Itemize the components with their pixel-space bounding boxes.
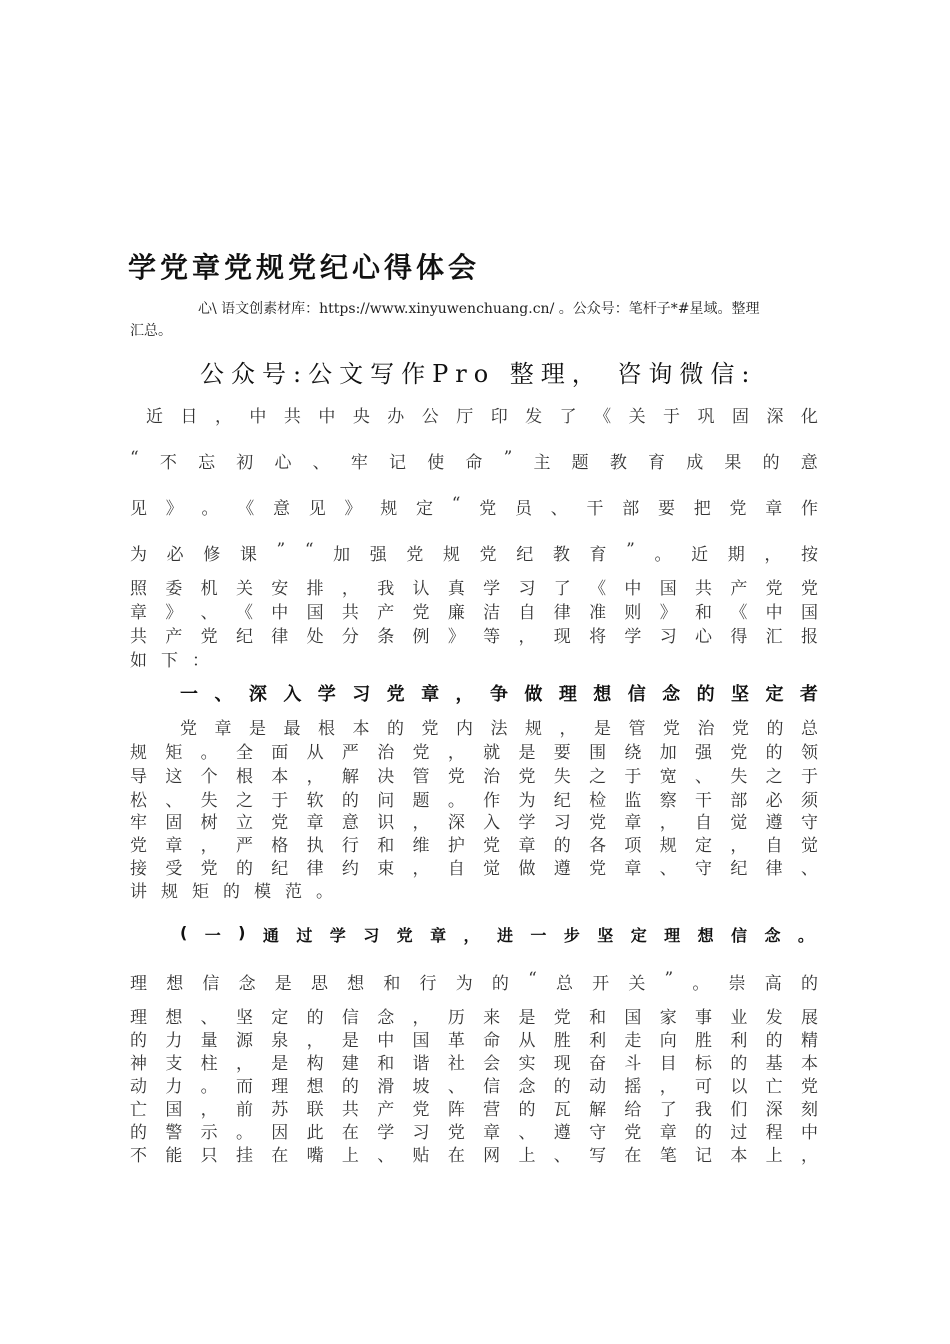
text-line: 章 》 、 《 中 国 共 产 党 廉 洁 自 律 准 则 》 和 《 中 国 (130, 603, 818, 623)
promo-line: 公众号:公文写作Pro 整理， 咨询微信: (200, 360, 757, 388)
text-line: 党 章 是 最 根 本 的 党 内 法 规 ， 是 管 党 治 党 的 总 (180, 719, 818, 739)
text-line: 松 、 失 之 于 软 的 问 题 。 作 为 纪 检 监 察 干 部 必 须 (130, 791, 818, 811)
text-line: 近 日 ， 中 共 中 央 办 公 厅 印 发 了 《 关 于 巩 固 深 化 (146, 407, 818, 427)
text-line: 理 想 信 念 是 思 想 和 行 为 的 “ 总 开 关 ” 。 崇 高 的 (130, 969, 818, 994)
text-line: 见 》 。 《 意 见 》 规 定 “ 党 员 、 干 部 要 把 党 章 作 (130, 494, 818, 519)
text-line: 讲 规 矩 的 模 范 。 (130, 882, 333, 902)
text-line: 的 警 示 。 因 此 在 学 习 党 章 、 遵 守 党 章 的 过 程 中 (130, 1123, 818, 1143)
text-line: 照 委 机 关 安 排 ， 我 认 真 学 习 了 《 中 国 共 产 党 党 (130, 579, 818, 599)
text-line: 理 想 、 坚 定 的 信 念 ， 历 来 是 党 和 国 家 事 业 发 展 (130, 1008, 818, 1028)
text-line: 牢 固 树 立 党 章 意 识 ， 深 入 学 习 党 章 ， 自 觉 遵 守 (130, 813, 818, 833)
text-line: “ 不 忘 初 心 、 牢 记 使 命 ” 主 题 教 育 成 果 的 意 (130, 448, 818, 473)
text-line: 动 力 。 而 理 想 的 滑 坡 、 信 念 的 动 摇 ， 可 以 亡 党 (130, 1077, 818, 1097)
text-line: 神 支 柱 ， 是 构 建 和 谐 社 会 实 现 奋 斗 目 标 的 基 本 (130, 1054, 818, 1074)
text-line: 共 产 党 纪 律 处 分 条 例 》 等 ， 现 将 学 习 心 得 汇 报 (130, 627, 818, 647)
text-line: 亡 国 ， 前 苏 联 共 产 党 阵 营 的 瓦 解 给 了 我 们 深 刻 (130, 1100, 818, 1120)
text-line: 规 矩 。 全 面 从 严 治 党 ， 就 是 要 围 绕 加 强 党 的 领 (130, 743, 818, 763)
section-heading: 一 、 深 入 学 习 党 章 ， 争 做 理 想 信 念 的 坚 定 者 (180, 684, 818, 705)
source-note-line-1: 心\ 语文创素材库：https://www.xinyuwenchuang.cn/ 。公众号：笔杆子*#星域。整理 (198, 301, 760, 317)
document-title: 学党章党规党纪心得体会 (128, 251, 481, 284)
section-heading: ( 一 ) 通 过 学 习 党 章 ， 进 一 步 坚 定 理 想 信 念 。 (180, 923, 814, 945)
source-note-line-2: 汇总。 (130, 323, 172, 339)
source-note (130, 298, 832, 342)
text-line: 为 必 修 课 ” “ 加 强 党 规 党 纪 教 育 ” 。 近 期 ， 按 (130, 540, 818, 565)
text-line: 的 力 量 源 泉 ， 是 中 国 革 命 从 胜 利 走 向 胜 利 的 精 (130, 1031, 818, 1051)
text-line: 接 受 党 的 纪 律 约 束 ， 自 觉 做 遵 党 章 、 守 纪 律 、 (130, 859, 818, 879)
text-line: 导 这 个 根 本 ， 解 决 管 党 治 党 失 之 于 宽 、 失 之 于 (130, 767, 818, 787)
text-line: 不 能 只 挂 在 嘴 上 、 贴 在 网 上 、 写 在 笔 记 本 上 ， (130, 1146, 818, 1166)
text-line: 如 下 ： (130, 651, 209, 671)
text-line: 党 章 ， 严 格 执 行 和 维 护 党 章 的 各 项 规 定 ， 自 觉 (130, 836, 818, 856)
